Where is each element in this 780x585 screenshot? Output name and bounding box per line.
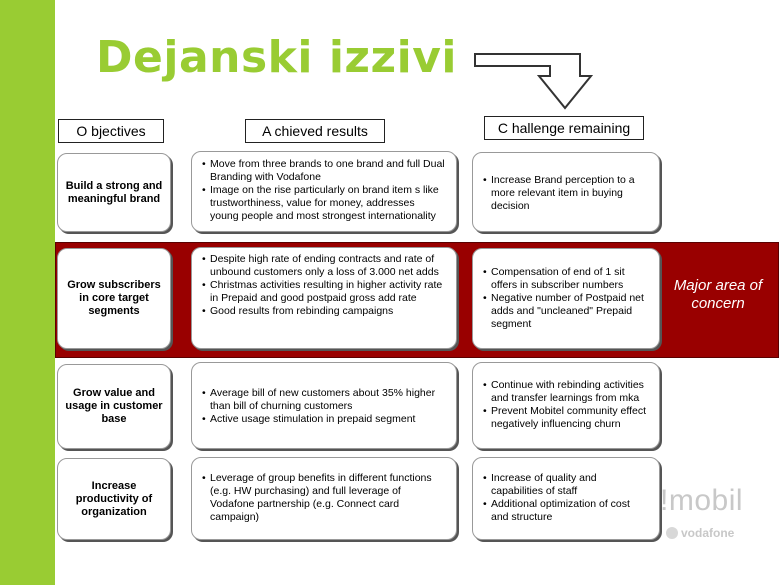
green-side-bar: [0, 0, 55, 585]
objective-box: [57, 458, 171, 540]
achieved-item: • Despite high rate of ending contracts and rate of unbound customers only a loss of 3.000 net adds: [202, 253, 446, 279]
achieved-item: • Christmas activities resulting in higher activity rate in Prepaid and good postpaid gross add rate: [202, 279, 446, 305]
challenge-item: • Continue with rebinding activities and transfer learnings from mka: [483, 379, 649, 405]
vodafone-logo: [666, 526, 734, 540]
objective-label: Grow value and usage in customer base: [65, 387, 163, 425]
header-objectives: O bjectives: [58, 119, 164, 143]
challenge-item: • Prevent Mobitel community effect negatively influencing churn: [483, 405, 649, 431]
page-title: Dejanski izzivi: [96, 32, 457, 83]
objective-label: Grow subscribers in core target segments: [67, 279, 161, 317]
achieved-box: [191, 457, 457, 540]
challenge-item: • Compensation of end of 1 sit offers in subscriber numbers: [483, 266, 649, 292]
mobil-logo-text: !mobil: [660, 484, 744, 517]
achieved-item: • Leverage of group benefits in different functions (e.g. HW purchasing) and full leverage of Vodafone partnership (e.g. Connect card campaign): [202, 472, 446, 524]
header-challenge-remaining: C hallenge remaining: [484, 116, 644, 140]
objective-box: [57, 153, 171, 232]
challenge-item: • Increase Brand perception to a more relevant item in buying decision: [483, 174, 649, 213]
objective-label: Build a strong and meaningful brand: [65, 179, 163, 205]
challenge-item: • Negative number of Postpaid net adds and "uncleaned" Prepaid segment: [483, 292, 649, 331]
achieved-item: • Active usage stimulation in prepaid segment: [202, 413, 446, 426]
achieved-box: [191, 362, 457, 449]
achieved-item: • Good results from rebinding campaigns: [202, 305, 446, 318]
vodafone-speechmark-icon: [666, 527, 678, 539]
major-concern-label: Major area of concern: [673, 277, 763, 312]
achieved-item: • Image on the rise particularly on brand item s like trustworthiness, value for money, addresses young people and most strongest internationality: [202, 184, 446, 223]
challenge-item: • Increase of quality and capabilities of staff: [483, 472, 649, 498]
objective-label: Increase productivity of organization: [75, 479, 153, 518]
mobil-vodafone-logo: [660, 484, 778, 554]
challenge-box: [472, 248, 660, 349]
achieved-box: [191, 247, 457, 349]
objective-box: [57, 248, 171, 349]
flow-arrow-icon: [470, 48, 620, 116]
challenge-box: [472, 457, 660, 540]
achieved-box: [191, 151, 457, 232]
achieved-item: • Average bill of new customers about 35% higher than bill of churning customers: [202, 387, 446, 413]
challenge-box: [472, 152, 660, 232]
challenge-box: [472, 362, 660, 449]
challenge-item: • Additional optimization of cost and structure: [483, 498, 649, 524]
objective-box: [57, 364, 171, 449]
header-achieved-results: A chieved results: [245, 119, 385, 143]
achieved-item: • Move from three brands to one brand and full Dual Branding with Vodafone: [202, 158, 446, 184]
vodafone-logo-text: vodafone: [681, 526, 735, 540]
